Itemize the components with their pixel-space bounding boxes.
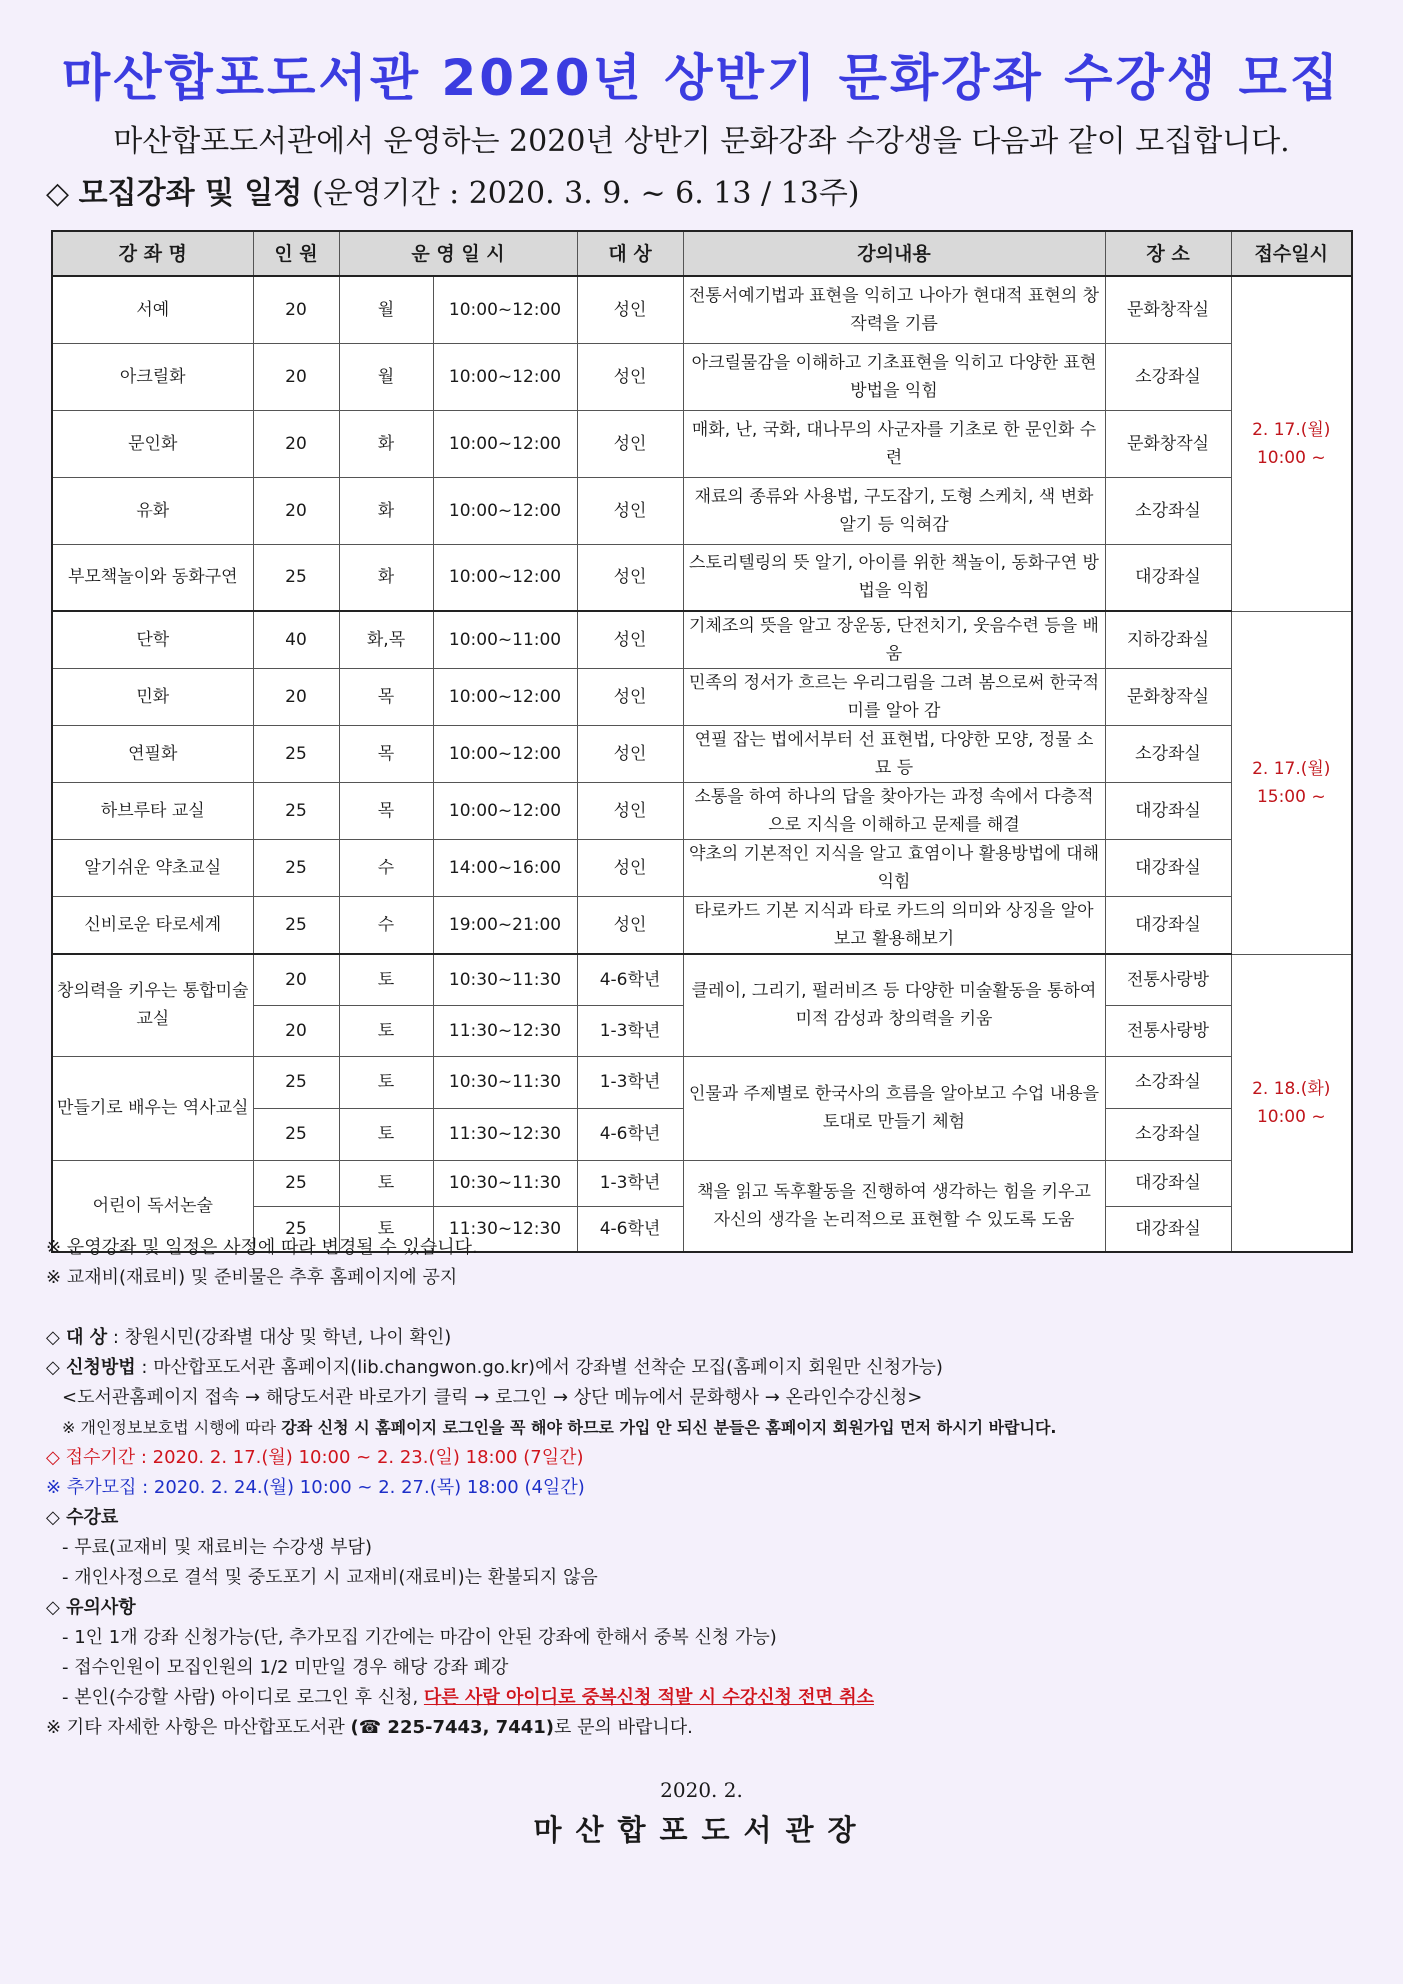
note-materials: ※ 교재비(재료비) 및 준비물은 추후 홈페이지에 공지: [46, 1267, 458, 1288]
course-day: 토: [339, 1056, 433, 1108]
table-row: [52, 544, 1352, 611]
table-row: [52, 726, 1352, 783]
note-extra-period: ※ 추가모집 : 2020. 2. 24.(월) 10:00 ~ 2. 27.(목) 18:00 (4일간): [46, 1477, 585, 1498]
course-day: 토: [339, 1005, 433, 1056]
course-hours: 10:00~12:00: [433, 783, 577, 840]
course-count: 20: [253, 410, 339, 477]
course-target: 성인: [577, 783, 683, 840]
course-day: 수: [339, 840, 433, 897]
course-day: 토: [339, 954, 433, 1005]
course-count: 25: [253, 1108, 339, 1160]
note-reg-period: ◇ 접수기간 : 2020. 2. 17.(월) 10:00 ~ 2. 23.(일) 18:00 (7일간): [46, 1447, 584, 1468]
note-privacy: [46, 1413, 1366, 1443]
course-count: 25: [253, 1206, 339, 1252]
course-place: 문화창작실: [1105, 410, 1231, 477]
course-day: 월: [339, 343, 433, 410]
course-hours: 10:30~11:30: [433, 954, 577, 1005]
course-name: 만들기로 배우는 역사교실: [52, 1056, 253, 1160]
course-content: 책을 읽고 독후활동을 진행하여 생각하는 힘을 키우고 자신의 생각을 논리적으로 표현할 수 있도록 도움: [683, 1160, 1105, 1252]
schedule-table: [51, 230, 1353, 1253]
note-fee-label: ◇ 수강료: [46, 1507, 119, 1528]
course-hours: 11:30~12:30: [433, 1206, 577, 1252]
course-place: 전통사랑방: [1105, 1005, 1231, 1056]
table-row: [52, 840, 1352, 897]
course-place: 대강좌실: [1105, 840, 1231, 897]
course-hours: 10:00~12:00: [433, 726, 577, 783]
note-fee: [46, 1503, 1366, 1533]
table-row: [52, 897, 1352, 955]
page-title: 마산합포도서관 2020년 상반기 문화강좌 수강생 모집: [61, 49, 1342, 107]
footer-date: 2020. 2.: [660, 1778, 743, 1802]
course-target: 성인: [577, 343, 683, 410]
course-hours: 10:00~12:00: [433, 477, 577, 544]
note-apply: [46, 1353, 1366, 1383]
course-hours: 10:30~11:30: [433, 1056, 577, 1108]
note-privacy-pre: ※ 개인정보보호법 시행에 따라: [62, 1418, 282, 1437]
course-target: 4-6학년: [577, 1206, 683, 1252]
course-hours: 11:30~12:30: [433, 1108, 577, 1160]
course-content: 전통서예기법과 표현을 익히고 나아가 현대적 표현의 창작력을 기름: [683, 276, 1105, 343]
col-header-place: 장 소: [1105, 231, 1231, 276]
page-subtitle: 마산합포도서관에서 운영하는 2020년 상반기 문화강좌 수강생을 다음과 같이 모집합니다.: [113, 124, 1290, 159]
course-hours: 19:00~21:00: [433, 897, 577, 955]
course-count: 25: [253, 1160, 339, 1206]
note-caution-2: - 접수인원이 모집인원의 1/2 미만일 경우 해당 강좌 폐강: [62, 1657, 509, 1678]
course-place: 대강좌실: [1105, 1206, 1231, 1252]
course-hours: 10:00~12:00: [433, 276, 577, 343]
course-count: 20: [253, 669, 339, 726]
course-name: 서예: [52, 276, 253, 343]
course-count: 20: [253, 1005, 339, 1056]
note-target-text: : 창원시민(강좌별 대상 및 학년, 나이 확인): [112, 1327, 452, 1348]
table-row: [52, 276, 1352, 343]
course-name: 문인화: [52, 410, 253, 477]
course-target: 성인: [577, 544, 683, 611]
note-caution: [46, 1593, 1366, 1623]
course-day: 화: [339, 410, 433, 477]
note-contact-post: 로 문의 바랍니다.: [554, 1717, 693, 1738]
course-hours: 10:00~12:00: [433, 410, 577, 477]
course-target: 4-6학년: [577, 954, 683, 1005]
note-caution-3-pre: - 본인(수강할 사람) 아이디로 로그인 후 신청,: [62, 1687, 424, 1708]
course-hours: 10:00~12:00: [433, 544, 577, 611]
course-place: 소강좌실: [1105, 343, 1231, 410]
course-name: 연필화: [52, 726, 253, 783]
note-apply-label: ◇ 신청방법: [46, 1357, 136, 1378]
registration-date-3: [1231, 954, 1352, 1252]
note-target: [46, 1323, 1366, 1353]
course-name: 알기쉬운 약초교실: [52, 840, 253, 897]
course-name: 아크릴화: [52, 343, 253, 410]
col-header-time: 운 영 일 시: [339, 231, 577, 276]
course-target: 성인: [577, 897, 683, 955]
course-content: 소통을 하여 하나의 답을 찾아가는 과정 속에서 다층적으로 지식을 이해하고 문제를 해결: [683, 783, 1105, 840]
course-target: 성인: [577, 477, 683, 544]
note-fee-2: - 개인사정으로 결석 및 중도포기 시 교재비(재료비)는 환불되지 않음: [62, 1567, 598, 1588]
note-caution-3: [46, 1683, 1366, 1713]
reg-time: 10:00 ~: [1256, 1106, 1326, 1127]
course-count: 25: [253, 1056, 339, 1108]
col-header-content: 강의내용: [683, 231, 1105, 276]
reg-date: 2. 17.(월): [1252, 419, 1331, 440]
course-name: 유화: [52, 477, 253, 544]
note-privacy-bold: 강좌 신청 시 홈페이지 로그인을 꼭 해야 하므로 가입 안 되신 분들은 홈페이지 회원가입 먼저 하시기 바랍니다.: [281, 1418, 1057, 1437]
course-place: 지하강좌실: [1105, 611, 1231, 669]
course-name: 신비로운 타로세계: [52, 897, 253, 955]
note-contact-phone: (☎ 225-7443, 7441): [350, 1717, 554, 1738]
course-content: 인물과 주제별로 한국사의 흐름을 알아보고 수업 내용을 토대로 만들기 체험: [683, 1056, 1105, 1160]
diamond-icon: ◇: [46, 176, 70, 211]
table-row: [52, 343, 1352, 410]
course-content: 클레이, 그리기, 펄러비즈 등 다양한 미술활동을 통하여 미적 감성과 창의력을 키움: [683, 954, 1105, 1056]
course-place: 소강좌실: [1105, 726, 1231, 783]
course-day: 화,목: [339, 611, 433, 669]
table-row: [52, 1160, 1352, 1206]
table-row: [52, 783, 1352, 840]
note-target-label: ◇ 대 상: [46, 1327, 108, 1348]
course-day: 화: [339, 544, 433, 611]
course-target: 성인: [577, 276, 683, 343]
table-row: [52, 477, 1352, 544]
course-count: 20: [253, 343, 339, 410]
course-count: 20: [253, 276, 339, 343]
course-content: 매화, 난, 국화, 대나무의 사군자를 기초로 한 문인화 수련: [683, 410, 1105, 477]
note-apply-path: <도서관홈페이지 접속 → 해당도서관 바로가기 클릭 → 로그인 → 상단 메뉴에서 문화행사 → 온라인수강신청>: [62, 1387, 923, 1408]
table-row: [52, 1056, 1352, 1108]
col-header-reg: 접수일시: [1231, 231, 1352, 276]
course-target: 성인: [577, 726, 683, 783]
course-hours: 10:00~12:00: [433, 669, 577, 726]
course-content: 약초의 기본적인 지식을 알고 효염이나 활용방법에 대해 익힘: [683, 840, 1105, 897]
course-name: 부모책놀이와 동화구연: [52, 544, 253, 611]
course-count: 40: [253, 611, 339, 669]
table-row: [52, 410, 1352, 477]
col-header-target: 대 상: [577, 231, 683, 276]
note-contact-pre: ※ 기타 자세한 사항은 마산합포도서관: [46, 1717, 351, 1738]
course-content: 기체조의 뜻을 알고 장운동, 단전치기, 웃음수련 등을 배움: [683, 611, 1105, 669]
registration-date-1: [1231, 276, 1352, 611]
reg-date: 2. 17.(월): [1252, 758, 1331, 779]
course-count: 25: [253, 726, 339, 783]
course-target: 4-6학년: [577, 1108, 683, 1160]
course-place: 대강좌실: [1105, 897, 1231, 955]
course-day: 토: [339, 1108, 433, 1160]
course-name: 하브루타 교실: [52, 783, 253, 840]
course-count: 25: [253, 544, 339, 611]
schedule-heading-label: 모집강좌 및 일정: [78, 176, 303, 211]
note-change: ※ 운영강좌 및 일정은 사정에 따라 변경될 수 있습니다.: [46, 1237, 478, 1258]
note-caution-label: ◇ 유의사항: [46, 1597, 136, 1618]
course-target: 성인: [577, 410, 683, 477]
table-header-row: [52, 231, 1352, 276]
course-hours: 10:00~12:00: [433, 343, 577, 410]
registration-date-2: [1231, 611, 1352, 954]
schedule-heading: [46, 168, 860, 212]
course-count: 20: [253, 477, 339, 544]
course-target: 성인: [577, 840, 683, 897]
course-content: 타로카드 기본 지식과 타로 카드의 의미와 상징을 알아보고 활용해보기: [683, 897, 1105, 955]
note-contact: [46, 1713, 1366, 1743]
course-target: 성인: [577, 611, 683, 669]
course-place: 문화창작실: [1105, 669, 1231, 726]
operation-period: (운영기간 : 2020. 3. 9. ~ 6. 13 / 13주): [311, 176, 860, 211]
table-row: [52, 954, 1352, 1005]
reg-date: 2. 18.(화): [1252, 1078, 1331, 1099]
course-day: 목: [339, 669, 433, 726]
notes-section: [46, 1233, 1366, 1743]
course-target: 성인: [577, 669, 683, 726]
course-content: 민족의 정서가 흐르는 우리그림을 그려 봄으로써 한국적 미를 알아 감: [683, 669, 1105, 726]
course-count: 25: [253, 840, 339, 897]
course-name: 단학: [52, 611, 253, 669]
note-fee-1: - 무료(교재비 및 재료비는 수강생 부담): [62, 1537, 372, 1558]
course-hours: 10:30~11:30: [433, 1160, 577, 1206]
course-place: 문화창작실: [1105, 276, 1231, 343]
reg-time: 10:00 ~: [1256, 447, 1326, 468]
course-place: 대강좌실: [1105, 783, 1231, 840]
course-target: 1-3학년: [577, 1005, 683, 1056]
course-place: 대강좌실: [1105, 544, 1231, 611]
course-day: 토: [339, 1160, 433, 1206]
course-content: 재료의 종류와 사용법, 구도잡기, 도형 스케치, 색 변화 알기 등 익혀감: [683, 477, 1105, 544]
course-name: 어린이 독서논술: [52, 1160, 253, 1252]
course-hours: 10:00~11:00: [433, 611, 577, 669]
course-day: 월: [339, 276, 433, 343]
course-count: 20: [253, 954, 339, 1005]
course-day: 화: [339, 477, 433, 544]
course-count: 25: [253, 783, 339, 840]
col-header-count: 인 원: [253, 231, 339, 276]
course-hours: 11:30~12:30: [433, 1005, 577, 1056]
col-header-name: 강 좌 명: [52, 231, 253, 276]
course-day: 수: [339, 897, 433, 955]
course-name: 민화: [52, 669, 253, 726]
course-name: 창의력을 키우는 통합미술교실: [52, 954, 253, 1056]
note-caution-1: - 1인 1개 강좌 신청가능(단, 추가모집 기간에는 마감이 안된 강좌에 한해서 중복 신청 가능): [62, 1627, 777, 1648]
course-content: 연필 잡는 법에서부터 선 표현법, 다양한 모양, 정물 소묘 등: [683, 726, 1105, 783]
course-day: 토: [339, 1206, 433, 1252]
reg-time: 15:00 ~: [1256, 786, 1326, 807]
table-row: [52, 611, 1352, 669]
course-day: 목: [339, 726, 433, 783]
course-content: 스토리텔링의 뜻 알기, 아이를 위한 책놀이, 동화구연 방법을 익힘: [683, 544, 1105, 611]
table-row: [52, 669, 1352, 726]
course-target: 1-3학년: [577, 1160, 683, 1206]
course-count: 25: [253, 897, 339, 955]
course-target: 1-3학년: [577, 1056, 683, 1108]
course-place: 소강좌실: [1105, 477, 1231, 544]
course-content: 아크릴물감을 이해하고 기초표현을 익히고 다양한 표현방법을 익힘: [683, 343, 1105, 410]
course-place: 대강좌실: [1105, 1160, 1231, 1206]
note-apply-text: : 마산합포도서관 홈페이지(lib.changwon.go.kr)에서 강좌별 선착순 모집(홈페이지 회원만 신청가능): [141, 1357, 943, 1378]
course-place: 전통사랑방: [1105, 954, 1231, 1005]
footer-signature: 마산합포도서관장: [533, 1813, 870, 1847]
course-place: 소강좌실: [1105, 1056, 1231, 1108]
note-caution-3-warning: 다른 사람 아이디로 중복신청 적발 시 수강신청 전면 취소: [423, 1687, 874, 1708]
course-hours: 14:00~16:00: [433, 840, 577, 897]
course-day: 목: [339, 783, 433, 840]
course-place: 소강좌실: [1105, 1108, 1231, 1160]
